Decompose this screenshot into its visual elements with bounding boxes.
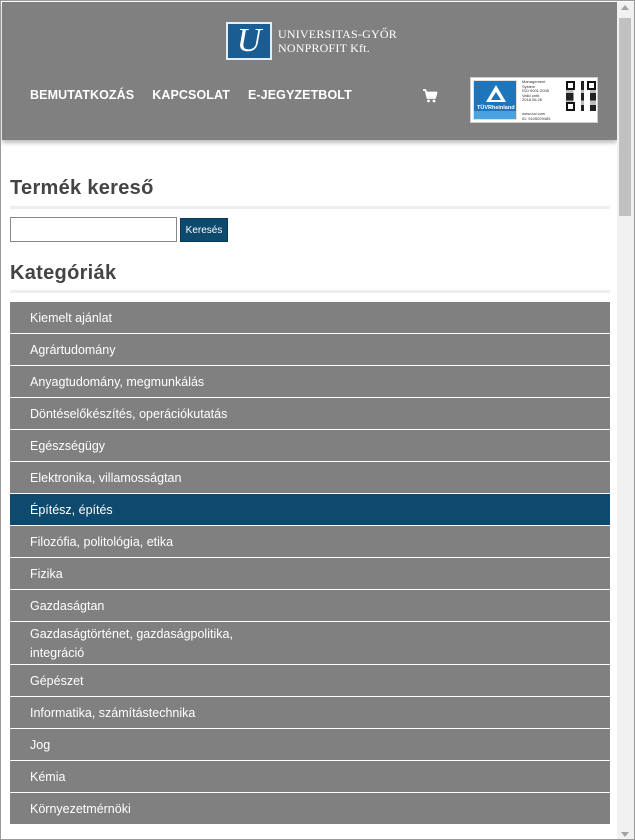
category-item-label: Jog	[30, 737, 51, 752]
logo-mark	[226, 22, 272, 60]
tuv-logo-icon	[473, 80, 517, 120]
search-title: Termék kereső	[10, 177, 154, 199]
logo-line-1: UNIVERSITAS-GYŐR	[278, 27, 397, 41]
cert-brand: TÜVRheinland	[477, 105, 515, 111]
tuv-certificate[interactable]	[470, 77, 598, 123]
category-item-label: Egészségügy	[30, 438, 106, 453]
site-header	[2, 2, 617, 140]
cert-url-line: www.tuv.com	[522, 111, 546, 116]
category-item-label: Elektronika, villamosságtan	[30, 470, 182, 485]
category-item[interactable]	[10, 366, 610, 398]
logo-letter: U	[236, 22, 262, 59]
category-item[interactable]	[10, 398, 610, 430]
category-item[interactable]	[10, 697, 610, 729]
category-item-label: Gazdaságtan	[30, 598, 105, 613]
category-item[interactable]	[10, 761, 610, 793]
category-item-label: Anyagtudomány, megmunkálás	[30, 374, 205, 389]
category-item[interactable]	[10, 793, 610, 825]
logo-text	[278, 27, 397, 55]
site-logo[interactable]	[226, 22, 397, 60]
logo-line-2: NONPROFIT Kft.	[278, 41, 370, 55]
title-divider	[10, 206, 610, 209]
category-item-label: Környezetmérnöki	[30, 801, 131, 816]
category-item[interactable]	[10, 526, 610, 558]
search-button[interactable]: Keresés	[180, 218, 228, 242]
main-nav	[30, 88, 352, 102]
scroll-up-icon[interactable]	[621, 5, 629, 10]
category-item[interactable]	[10, 558, 610, 590]
category-item[interactable]	[10, 494, 610, 526]
category-item[interactable]	[10, 430, 610, 462]
category-item[interactable]	[10, 590, 610, 622]
category-item[interactable]	[10, 462, 610, 494]
cert-info-line: System	[522, 83, 536, 89]
category-item-label: Agrártudomány	[30, 342, 116, 357]
category-item-label: Kémia	[30, 769, 66, 784]
cart-icon[interactable]	[422, 88, 438, 104]
title-divider	[10, 290, 610, 293]
category-item-label: Gépészet	[30, 673, 84, 688]
category-item[interactable]	[10, 729, 610, 761]
category-item[interactable]	[10, 622, 610, 665]
category-item-label: Kiemelt ajánlat	[30, 310, 112, 325]
category-item[interactable]	[10, 665, 610, 697]
cert-url	[522, 112, 550, 121]
nav-e-jegyzetbolt[interactable]: E-JEGYZETBOLT	[247, 88, 352, 102]
cert-info-line: ISO 9001:2008	[522, 88, 549, 94]
category-item-label: Fizika	[30, 566, 63, 581]
scroll-down-icon[interactable]	[621, 832, 629, 837]
vertical-scrollbar[interactable]	[617, 2, 634, 840]
category-list	[10, 302, 610, 825]
category-item-label: Informatika, számítástechnika	[30, 705, 196, 720]
qr-code-icon	[566, 81, 596, 111]
cert-info	[522, 80, 564, 103]
categories-title: Kategóriák	[10, 262, 117, 284]
scroll-thumb[interactable]	[619, 18, 631, 216]
category-item[interactable]	[10, 302, 610, 334]
category-item-label: Filozófia, politológia, etika	[30, 534, 174, 549]
category-item-label: Építész, építés	[30, 502, 113, 517]
cert-info-line: Valid until:	[522, 92, 541, 98]
category-item-label: Gazdaságtörténet, gazdaságpolitika, integráció	[30, 627, 233, 660]
nav-bemutatkozas[interactable]: BEMUTATKOZÁS	[30, 88, 135, 102]
cert-info-line: 2018.06.26	[522, 97, 543, 103]
category-item[interactable]	[10, 334, 610, 366]
category-item-label: Döntéselőkészítés, operációkutatás	[30, 406, 228, 421]
cert-info-line: Management	[522, 79, 546, 84]
search-input[interactable]	[10, 217, 177, 242]
cert-url-line: ID: 9105029485	[522, 115, 551, 121]
nav-kapcsolat[interactable]: KAPCSOLAT	[152, 88, 230, 102]
